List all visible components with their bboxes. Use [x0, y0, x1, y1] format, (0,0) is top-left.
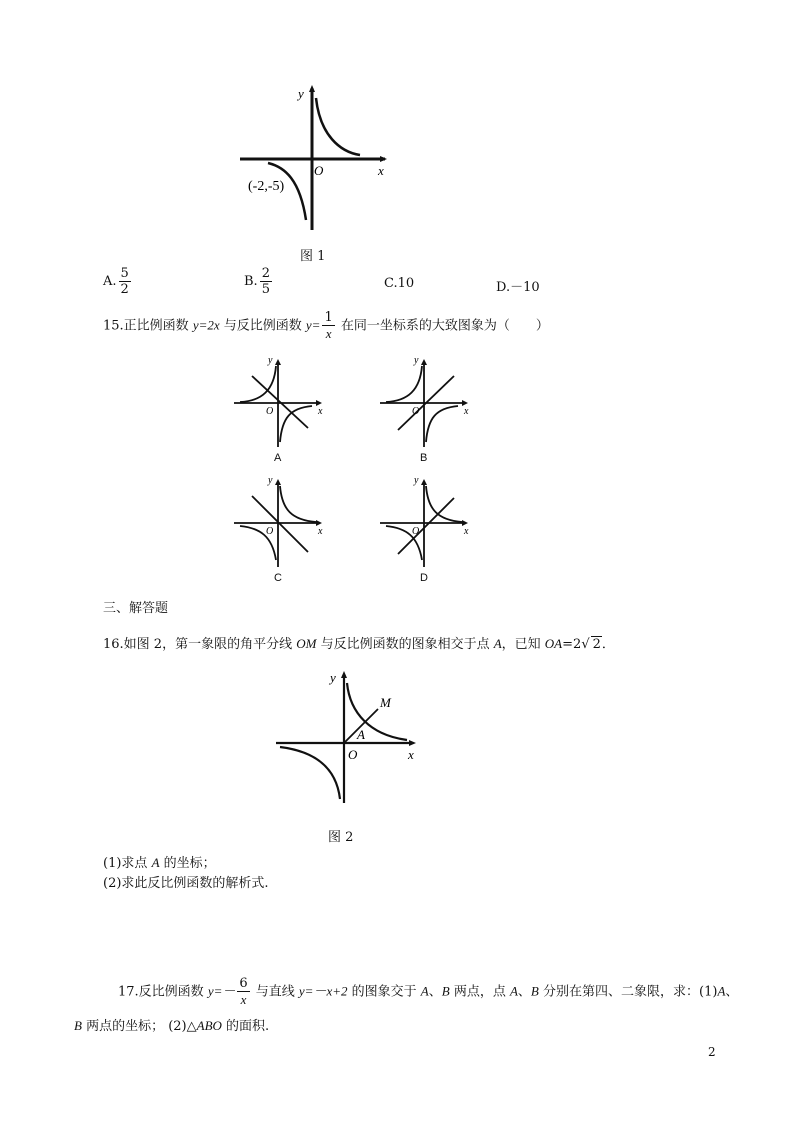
q16-part-2: (2)求此反比例函数的解析式. — [103, 876, 269, 891]
q15-stem: 15.正比例函数 y=2x 与反比例函数 y= $\frac{1}{x}$ 在同一坐标系的大致图象为（ ） — [103, 310, 549, 341]
q15-graph-c — [232, 472, 332, 572]
q16-stem: 16.如图 2，第一象限的角平分线 OM 与反比例函数的图象相交于点 A，已知 OA=2√ 2． — [103, 636, 615, 652]
figure-2-axis-x: x — [408, 747, 414, 762]
q15-graph-b-origin: O — [412, 406, 420, 417]
q15-graph-c-axis-y: y — [268, 475, 273, 486]
q15-graph-b — [378, 352, 478, 452]
q15-graph-a-axis-y: y — [268, 355, 273, 366]
figure-1-axis-y: y — [298, 86, 304, 101]
q15-graph-d-label: D — [420, 572, 428, 584]
figure-1-origin: O — [314, 163, 324, 178]
page-number: 2 — [708, 1045, 716, 1059]
q15-graph-c-axis-x: x — [318, 526, 323, 537]
q14-option-a: A. $\frac{5}{2}$ — [103, 266, 129, 297]
q15-graph-b-axis-x: x — [464, 406, 469, 417]
figure-2-caption: 图 2 — [328, 830, 354, 845]
q15-graph-b-label: B — [420, 452, 428, 464]
section-heading: 三、解答题 — [103, 601, 169, 616]
q14-option-d: D.－10 — [496, 280, 540, 295]
q17-stem-line-1: 17.反比例函数 y=－ $\frac{6}{x}$ 与直线 y=－x+2 的图象交于 A、B 两点，点 A、B 分别在第四、二象限，求：(1)A、 — [118, 976, 739, 1007]
figure-1-point-label: (-2,-5) — [248, 179, 285, 194]
figure-2-origin: O — [348, 747, 358, 762]
figure-2-point-m: M — [380, 695, 391, 710]
q15-graph-c-origin: O — [266, 526, 274, 537]
q16-part-1: (1)求点 A 的坐标； — [103, 855, 216, 871]
q15-graph-a — [232, 352, 332, 452]
q14-option-c: C.10 — [384, 276, 415, 291]
q15-graph-d-origin: O — [412, 526, 420, 537]
q15-graph-a-axis-x: x — [318, 406, 323, 417]
figure-2-graph — [272, 665, 432, 810]
q15-graph-c-label: C — [274, 572, 282, 584]
q15-graph-d — [378, 472, 478, 572]
figure-2-point-a: A — [357, 727, 365, 742]
q15-graph-d-axis-x: x — [464, 526, 469, 537]
figure-1-caption: 图 1 — [300, 249, 326, 264]
q17-stem-line-2: B 两点的坐标； (2)△ABO 的面积. — [74, 1018, 270, 1034]
q15-graph-d-axis-y: y — [414, 475, 419, 486]
figure-1-axis-x: x — [378, 163, 384, 178]
q15-graph-b-axis-y: y — [414, 355, 419, 366]
q15-graph-a-origin: O — [266, 406, 274, 417]
q14-option-b: B. $\frac{2}{5}$ — [244, 266, 270, 297]
figure-2-axis-y: y — [330, 670, 336, 685]
q15-graph-a-label: A — [274, 452, 282, 464]
figure-1-graph — [230, 80, 400, 240]
